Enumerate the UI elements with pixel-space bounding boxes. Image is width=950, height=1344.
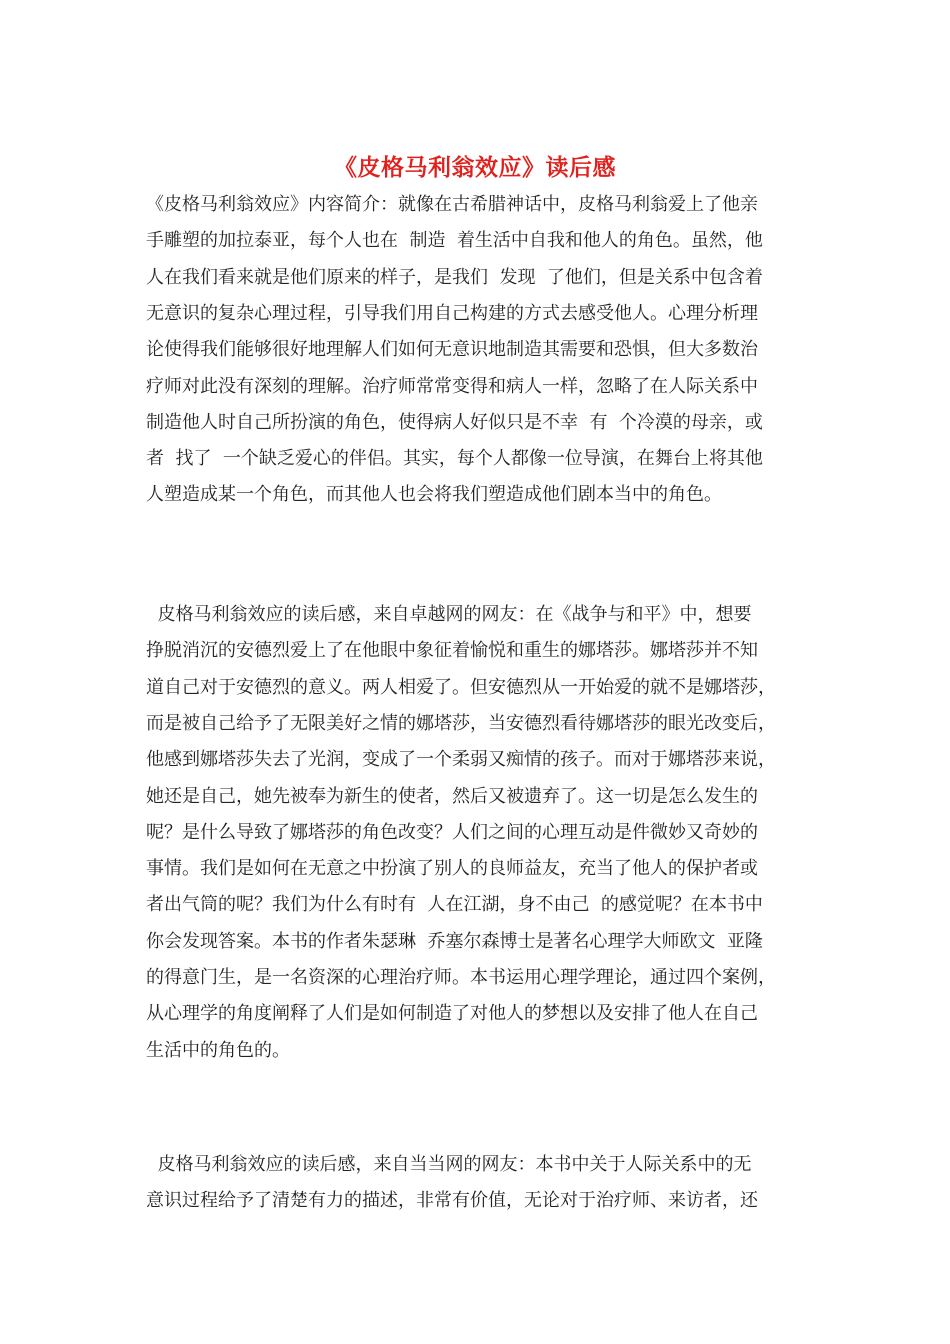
paragraph-line: 皮格马利翁效应的读后感，来自卓越网的网友：在《战争与和平》中，想要 — [146, 604, 752, 625]
paragraph-line: 呢？是什么导致了娜塔莎的角色改变？人们之间的心理互动是件微妙又奇妙的 — [146, 821, 758, 843]
paragraph-line: 她还是自己，她先被奉为新生的使者，然后又被遗弃了。这一切是怎么发生的 — [146, 785, 758, 807]
paragraph-line: 道自己对于安德烈的意义。两人相爱了。但安德烈从一开始爱的就不是娜塔莎， — [146, 676, 776, 698]
paragraph-line: 他感到娜塔莎失去了光润，变成了一个柔弱又痴情的孩子。而对于娜塔莎来说， — [146, 749, 776, 771]
paragraph-line: 者出气筒的呢？我们为什么有时有 人在江湖，身不由己 的感觉呢？在本书中 — [146, 894, 763, 916]
paragraph-line: 人在我们看来就是他们原来的样子，是我们 发现 了他们，但是关系中包含着 — [146, 266, 763, 288]
paragraph-line: 《皮格马利翁效应》内容简介：就像在古希腊神话中，皮格马利翁爱上了他亲 — [146, 194, 758, 215]
paragraph-line: 疗师对此没有深刻的理解。治疗师常常变得和病人一样，忽略了在人际关系中 — [146, 375, 758, 397]
paragraph-line: 挣脱消沉的安德烈爱上了在他眼中象征着愉悦和重生的娜塔莎。娜塔莎并不知 — [146, 640, 758, 662]
paragraph-line: 而是被自己给予了无限美好之情的娜塔莎，当安德烈看待娜塔莎的眼光改变后， — [146, 712, 776, 734]
paragraph-line: 事情。我们是如何在无意之中扮演了别人的良师益友，充当了他人的保护者或 — [146, 858, 758, 880]
paragraph-line: 意识过程给予了清楚有力的描述，非常有价值，无论对于治疗师、来访者，还 — [146, 1190, 758, 1212]
paragraph-line: 制造他人时自己所扮演的角色，使得病人好似只是不幸 有 个冷漠的母亲，或 — [146, 411, 763, 433]
paragraph-line: 的得意门生，是一名资深的心理治疗师。本书运用心理学理论，通过四个案例， — [146, 967, 776, 988]
paragraph-line: 人塑造成某一个角色，而其他人也会将我们塑造成他们剧本当中的角色。 — [146, 484, 722, 506]
paragraph-line: 无意识的复杂心理过程，引导我们用自己构建的方式去感受他人。心理分析理 — [146, 302, 758, 324]
paragraph-line: 者 找了 一个缺乏爱心的伴侣。其实，每个人都像一位导演，在舞台上将其他 — [146, 448, 763, 470]
paragraph-line: 皮格马利翁效应的读后感，来自当当网的网友：本书中关于人际关系中的无 — [146, 1154, 752, 1175]
paragraph-line: 你会发现答案。本书的作者朱瑟琳 乔塞尔森博士是著名心理学大师欧文 亚隆 — [146, 930, 763, 952]
paragraph-line: 手雕塑的加拉泰亚，每个人也在 制造 着生活中自我和他人的角色。虽然，他 — [146, 230, 763, 252]
document-title: 《皮格马利翁效应》读后感 — [334, 154, 616, 181]
paragraph-line: 生活中的角色的。 — [146, 1039, 290, 1061]
paragraph-line: 论使得我们能够很好地理解人们如何无意识地制造其需要和恐惧，但大多数治 — [146, 339, 758, 361]
paragraph-line: 从心理学的角度阐释了人们是如何制造了对他人的梦想以及安排了他人在自己 — [146, 1003, 758, 1025]
